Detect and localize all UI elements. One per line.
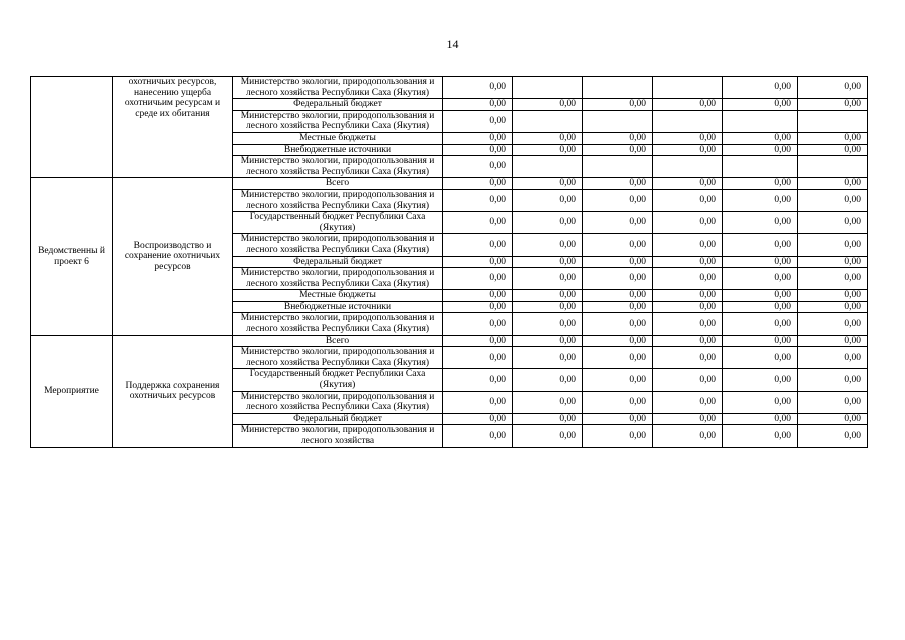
amount-cell: 0,00 (653, 301, 723, 313)
amount-cell: 0,00 (723, 178, 798, 190)
amount-cell: 0,00 (723, 313, 798, 335)
amount-cell: 0,00 (653, 178, 723, 190)
amount-cell (583, 77, 653, 99)
amount-cell: 0,00 (443, 347, 513, 369)
amount-cell: 0,00 (583, 268, 653, 290)
amount-cell: 0,00 (653, 268, 723, 290)
amount-cell: 0,00 (513, 178, 583, 190)
funding-source-cell: Министерство экологии, природопользования и лесного хозяйства Республики Саха (Якутия) (233, 234, 443, 256)
amount-cell: 0,00 (798, 256, 868, 268)
funding-source-cell: Всего (233, 335, 443, 347)
amount-cell (798, 156, 868, 178)
amount-cell: 0,00 (443, 234, 513, 256)
amount-cell (653, 156, 723, 178)
amount-cell: 0,00 (653, 413, 723, 425)
amount-cell: 0,00 (723, 301, 798, 313)
amount-cell: 0,00 (723, 189, 798, 211)
amount-cell: 0,00 (653, 369, 723, 391)
amount-cell: 0,00 (583, 413, 653, 425)
amount-cell: 0,00 (513, 99, 583, 111)
amount-cell: 0,00 (723, 132, 798, 144)
amount-cell: 0,00 (798, 313, 868, 335)
amount-cell: 0,00 (723, 391, 798, 413)
funding-source-cell: Местные бюджеты (233, 290, 443, 302)
funding-source-cell: Федеральный бюджет (233, 413, 443, 425)
amount-cell: 0,00 (443, 144, 513, 156)
project-type-cell: Мероприятие (31, 335, 113, 447)
amount-cell: 0,00 (513, 413, 583, 425)
amount-cell: 0,00 (513, 144, 583, 156)
amount-cell: 0,00 (513, 132, 583, 144)
funding-source-cell: Министерство экологии, природопользования и лесного хозяйства Республики Саха (Якутия) (233, 313, 443, 335)
amount-cell: 0,00 (723, 290, 798, 302)
amount-cell: 0,00 (653, 335, 723, 347)
amount-cell: 0,00 (723, 347, 798, 369)
amount-cell: 0,00 (443, 391, 513, 413)
amount-cell: 0,00 (583, 99, 653, 111)
amount-cell: 0,00 (443, 189, 513, 211)
amount-cell: 0,00 (798, 335, 868, 347)
amount-cell: 0,00 (583, 301, 653, 313)
amount-cell: 0,00 (443, 132, 513, 144)
amount-cell: 0,00 (798, 77, 868, 99)
table-row (31, 178, 868, 190)
amount-cell: 0,00 (723, 99, 798, 111)
project-name-cell: Воспроизводство и сохранение охотничьих ресурсов (113, 178, 233, 335)
amount-cell: 0,00 (723, 212, 798, 234)
amount-cell: 0,00 (443, 413, 513, 425)
amount-cell (513, 110, 583, 132)
project-type-cell (31, 77, 113, 178)
amount-cell: 0,00 (443, 77, 513, 99)
amount-cell: 0,00 (798, 425, 868, 447)
funding-source-cell: Министерство экологии, природопользования и лесного хозяйства Республики Саха (Якутия) (233, 268, 443, 290)
amount-cell (723, 110, 798, 132)
amount-cell: 0,00 (653, 189, 723, 211)
amount-cell: 0,00 (723, 413, 798, 425)
amount-cell: 0,00 (653, 132, 723, 144)
amount-cell: 0,00 (798, 99, 868, 111)
table-row (31, 335, 868, 347)
amount-cell: 0,00 (798, 268, 868, 290)
amount-cell: 0,00 (583, 313, 653, 335)
amount-cell (723, 156, 798, 178)
amount-cell: 0,00 (583, 391, 653, 413)
amount-cell: 0,00 (723, 256, 798, 268)
funding-source-cell: Министерство экологии, природопользования и лесного хозяйства Республики Саха (Якутия) (233, 189, 443, 211)
amount-cell (583, 110, 653, 132)
amount-cell: 0,00 (443, 290, 513, 302)
amount-cell: 0,00 (723, 369, 798, 391)
amount-cell: 0,00 (513, 189, 583, 211)
amount-cell: 0,00 (443, 178, 513, 190)
amount-cell: 0,00 (798, 178, 868, 190)
amount-cell: 0,00 (798, 132, 868, 144)
amount-cell: 0,00 (583, 369, 653, 391)
amount-cell (798, 110, 868, 132)
amount-cell: 0,00 (443, 369, 513, 391)
amount-cell (513, 156, 583, 178)
amount-cell: 0,00 (443, 256, 513, 268)
funding-source-cell: Федеральный бюджет (233, 99, 443, 111)
amount-cell: 0,00 (723, 425, 798, 447)
funding-source-cell: Министерство экологии, природопользования и лесного хозяйства Республики Саха (Якутия) (233, 391, 443, 413)
amount-cell: 0,00 (513, 212, 583, 234)
amount-cell: 0,00 (443, 99, 513, 111)
project-type-cell: Ведомственны й проект 6 (31, 178, 113, 335)
amount-cell: 0,00 (583, 189, 653, 211)
funding-table (30, 76, 868, 448)
page-number: 14 (446, 37, 459, 51)
amount-cell: 0,00 (798, 144, 868, 156)
amount-cell: 0,00 (653, 256, 723, 268)
amount-cell: 0,00 (583, 425, 653, 447)
amount-cell: 0,00 (583, 290, 653, 302)
funding-source-cell: Местные бюджеты (233, 132, 443, 144)
amount-cell: 0,00 (443, 313, 513, 335)
amount-cell: 0,00 (513, 268, 583, 290)
funding-source-cell: Внебюджетные источники (233, 144, 443, 156)
amount-cell: 0,00 (583, 256, 653, 268)
amount-cell: 0,00 (798, 290, 868, 302)
amount-cell: 0,00 (583, 132, 653, 144)
table-row (31, 77, 868, 99)
amount-cell: 0,00 (443, 156, 513, 178)
amount-cell: 0,00 (798, 413, 868, 425)
amount-cell: 0,00 (513, 256, 583, 268)
amount-cell: 0,00 (653, 144, 723, 156)
amount-cell (583, 156, 653, 178)
amount-cell: 0,00 (798, 212, 868, 234)
amount-cell: 0,00 (723, 335, 798, 347)
amount-cell: 0,00 (443, 212, 513, 234)
amount-cell: 0,00 (583, 335, 653, 347)
amount-cell: 0,00 (653, 347, 723, 369)
amount-cell: 0,00 (513, 335, 583, 347)
amount-cell: 0,00 (653, 425, 723, 447)
table-body (31, 77, 868, 448)
amount-cell: 0,00 (583, 144, 653, 156)
amount-cell: 0,00 (653, 99, 723, 111)
amount-cell: 0,00 (653, 212, 723, 234)
amount-cell: 0,00 (653, 391, 723, 413)
amount-cell: 0,00 (653, 313, 723, 335)
amount-cell: 0,00 (513, 313, 583, 335)
amount-cell: 0,00 (443, 268, 513, 290)
amount-cell: 0,00 (798, 301, 868, 313)
amount-cell: 0,00 (798, 234, 868, 256)
amount-cell: 0,00 (443, 301, 513, 313)
amount-cell: 0,00 (443, 425, 513, 447)
amount-cell: 0,00 (513, 369, 583, 391)
amount-cell (653, 77, 723, 99)
funding-source-cell: Министерство экологии, природопользования и лесного хозяйства Республики Саха (Якутия) (233, 77, 443, 99)
amount-cell: 0,00 (798, 369, 868, 391)
funding-source-cell: Государственный бюджет Республики Саха (Якутия) (233, 369, 443, 391)
funding-source-cell: Министерство экологии, природопользования и лесного хозяйства Республики Саха (Якутия) (233, 156, 443, 178)
funding-source-cell: Федеральный бюджет (233, 256, 443, 268)
amount-cell: 0,00 (513, 301, 583, 313)
funding-source-cell: Государственный бюджет Республики Саха (Якутия) (233, 212, 443, 234)
funding-source-cell: Всего (233, 178, 443, 190)
amount-cell: 0,00 (443, 110, 513, 132)
amount-cell: 0,00 (583, 178, 653, 190)
amount-cell: 0,00 (513, 290, 583, 302)
amount-cell: 0,00 (443, 335, 513, 347)
funding-source-cell: Министерство экологии, природопользования и лесного хозяйства Республики Саха (Якутия) (233, 110, 443, 132)
amount-cell: 0,00 (513, 347, 583, 369)
amount-cell: 0,00 (723, 77, 798, 99)
amount-cell: 0,00 (653, 234, 723, 256)
project-name-cell: охотничьих ресурсов, нанесению ущерба охотничьим ресурсам и среде их обитания (113, 77, 233, 178)
amount-cell: 0,00 (723, 234, 798, 256)
amount-cell (513, 77, 583, 99)
amount-cell: 0,00 (583, 347, 653, 369)
amount-cell: 0,00 (583, 212, 653, 234)
amount-cell: 0,00 (798, 347, 868, 369)
funding-source-cell: Министерство экологии, природопользования и лесного хозяйства Республики Саха (Якутия) (233, 347, 443, 369)
amount-cell: 0,00 (583, 234, 653, 256)
project-name-cell: Поддержка сохранения охотничьих ресурсов (113, 335, 233, 447)
funding-source-cell: Министерство экологии, природопользования и лесного хозяйства (233, 425, 443, 447)
amount-cell: 0,00 (798, 391, 868, 413)
amount-cell (653, 110, 723, 132)
amount-cell: 0,00 (723, 268, 798, 290)
amount-cell: 0,00 (723, 144, 798, 156)
amount-cell: 0,00 (513, 234, 583, 256)
amount-cell: 0,00 (653, 290, 723, 302)
amount-cell: 0,00 (513, 425, 583, 447)
amount-cell: 0,00 (513, 391, 583, 413)
amount-cell: 0,00 (798, 189, 868, 211)
funding-source-cell: Внебюджетные источники (233, 301, 443, 313)
